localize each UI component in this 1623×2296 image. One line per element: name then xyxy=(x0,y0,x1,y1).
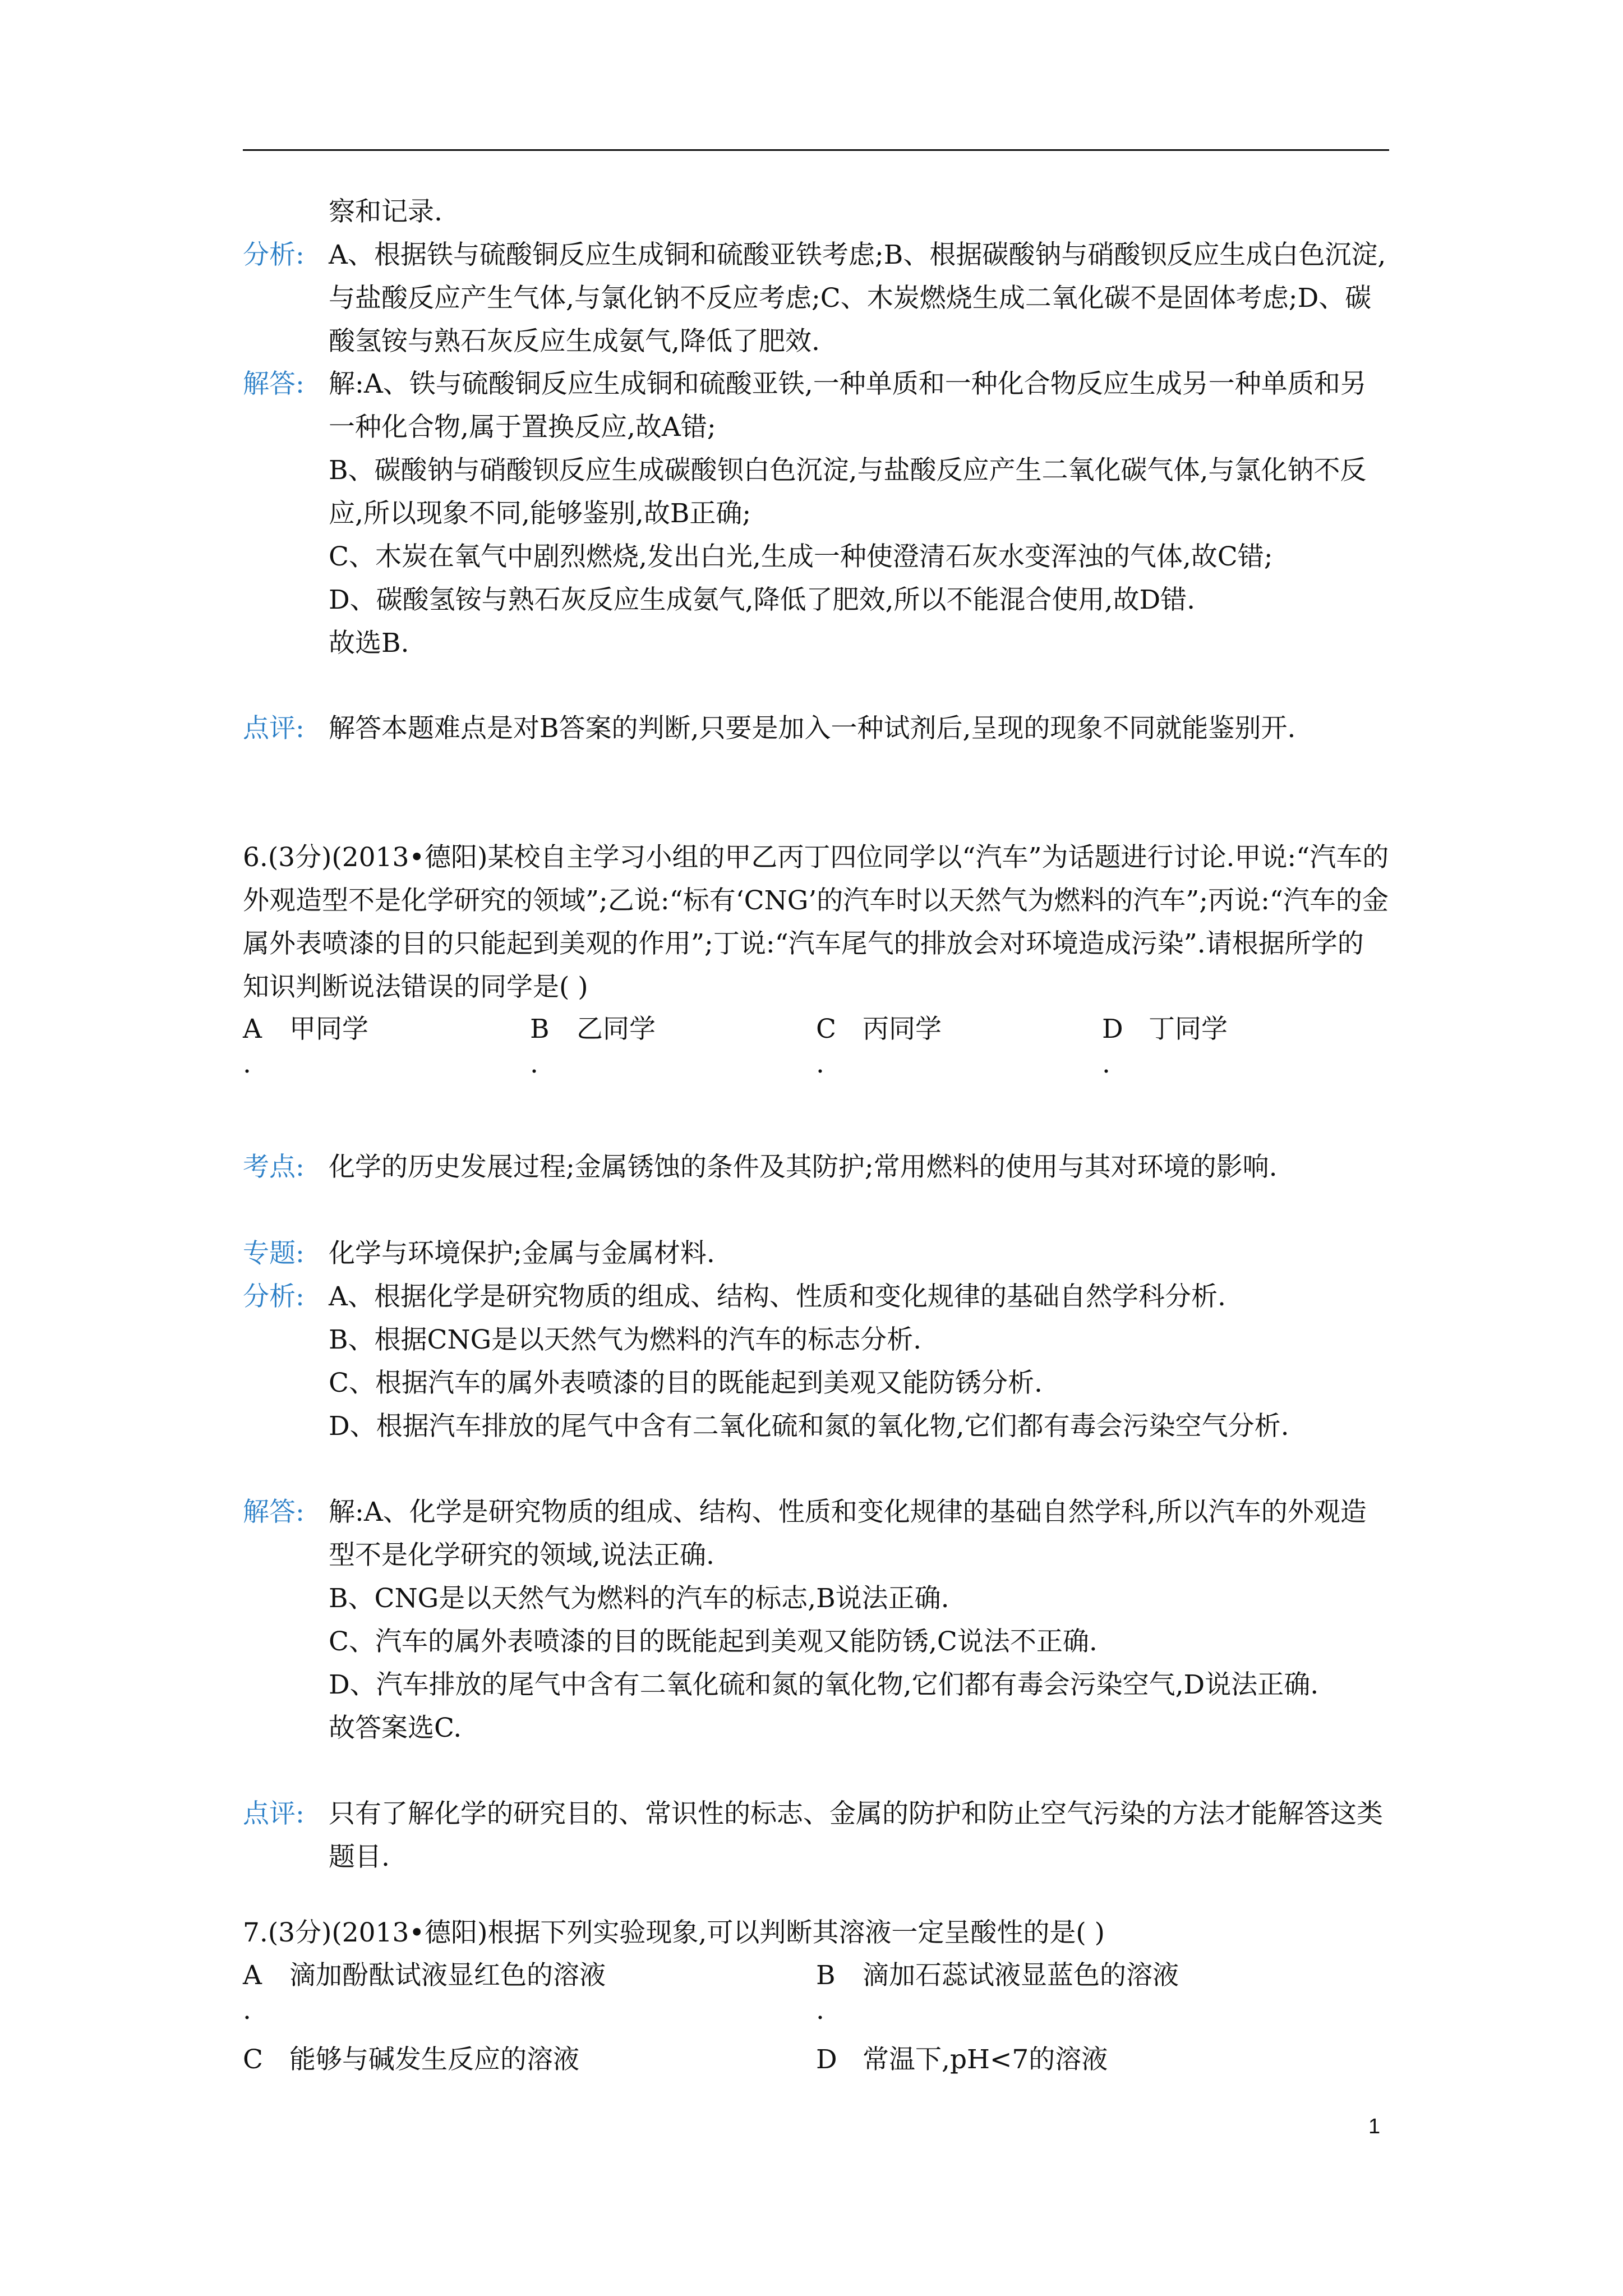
q6-point-text: 化学的历史发展过程;金属锈蚀的条件及其防护;常用燃料的使用与其对环境的影响. xyxy=(329,1152,1278,1182)
q6-stem xyxy=(243,836,1389,1009)
q5-answer-line-3: C、木炭在氧气中剧烈燃烧,发出白光,生成一种使澄清石灰水变浑浊的气体,故C错; xyxy=(329,541,1273,572)
q6-option-a: A 甲同学 xyxy=(243,1014,368,1045)
q7-option-c: C 能够与碱发生反应的溶液 xyxy=(243,2044,579,2075)
q6-answer-line-3: C、汽车的属外表喷漆的目的既能起到美观又能防锈,C说法不正确. xyxy=(329,1626,1098,1657)
q6-option-b-dot: . xyxy=(530,1048,538,1079)
q6-answer-line-1: 解:A、化学是研究物质的组成、结构、性质和变化规律的基础自然学科,所以汽车的外观造型不是化学研究的领域,说法正确. xyxy=(329,1497,1367,1571)
q5-answer-line-2: B、碳酸钠与硝酸钡反应生成碳酸钡白色沉淀,与盐酸反应产生二氧化碳气体,与氯化钠不反应,所以现象不同,能够鉴别,故B正确; xyxy=(329,455,1367,529)
q6-topic-text: 化学与环境保护;金属与金属材料. xyxy=(329,1238,715,1269)
q6-comment-label: 点评: xyxy=(243,1798,305,1829)
q6-comment xyxy=(243,1792,1389,1879)
q6-analysis-line-1: A、根据化学是研究物质的组成、结构、性质和变化规律的基础自然学科分析. xyxy=(329,1281,1226,1312)
q6-stem-text: 6.(3分)(2013•德阳)某校自主学习小组的甲乙丙丁四位同学以“汽车”为话题进行讨论.甲说:“汽车的外观造型不是化学研究的领域”;乙说:“标有‘CNG’的汽车时以天然气为燃料的汽车”;丙说:“汽车的金属外表喷漆的目的只能起到美观的作用”;丁说:“汽车尾气的排放会对环境造成污染”.请根据所学的知识判断说法错误的同学是( ) xyxy=(243,842,1389,1002)
q6-answer-line-5: 故答案选C. xyxy=(329,1713,462,1743)
q6-point-label: 考点: xyxy=(243,1152,305,1182)
q6-analysis xyxy=(243,1275,1389,1448)
q6-option-d: D 丁同学 xyxy=(1102,1014,1228,1045)
q6-option-b: B 乙同学 xyxy=(530,1014,656,1045)
q7-option-b-dot: . xyxy=(816,1995,824,2026)
q7-option-a-dot: . xyxy=(243,1995,251,2026)
q5-analysis xyxy=(243,233,1389,363)
q5-answer-line-4: D、碳酸氢铵与熟石灰反应生成氨气,降低了肥效,所以不能混合使用,故D错. xyxy=(329,585,1196,615)
q5-continuation-text: 察和记录. xyxy=(329,196,442,227)
q6-answer xyxy=(243,1490,1389,1750)
q5-answer xyxy=(243,362,1389,665)
page-number: 1 xyxy=(1368,2115,1381,2138)
q6-option-c: C 丙同学 xyxy=(816,1014,942,1045)
q7-stem-text: 7.(3分)(2013•德阳)根据下列实验现象,可以判断其溶液一定呈酸性的是( ) xyxy=(243,1917,1105,1948)
q5-answer-line-5: 故选B. xyxy=(329,628,409,659)
q6-answer-line-4: D、汽车排放的尾气中含有二氧化硫和氮的氧化物,它们都有毒会污染空气,D说法正确. xyxy=(329,1669,1319,1700)
q6-comment-text: 只有了解化学的研究目的、常识性的标志、金属的防护和防止空气污染的方法才能解答这类题目. xyxy=(329,1798,1383,1872)
q5-comment-text: 解答本题难点是对B答案的判断,只要是加入一种试剂后,呈现的现象不同就能鉴别开. xyxy=(329,713,1296,744)
q6-analysis-line-4: D、根据汽车排放的尾气中含有二氧化硫和氮的氧化物,它们都有毒会污染空气分析. xyxy=(329,1411,1289,1442)
q7-option-a: A 滴加酚酞试液显红色的溶液 xyxy=(243,1960,606,1991)
q6-analysis-line-3: C、根据汽车的属外表喷漆的目的既能起到美观又能防锈分析. xyxy=(329,1368,1043,1398)
q6-option-d-dot: . xyxy=(1102,1048,1110,1079)
q7-stem xyxy=(243,1911,1389,1954)
q5-analysis-label: 分析: xyxy=(243,240,305,270)
header-rule xyxy=(243,149,1389,151)
q5-answer-label: 解答: xyxy=(243,369,305,399)
q5-answer-line-1: 解:A、铁与硫酸铜反应生成铜和硫酸亚铁,一种单质和一种化合物反应生成另一种单质和另一种化合物,属于置换反应,故A错; xyxy=(329,369,1367,443)
q6-topic-label: 专题: xyxy=(243,1238,305,1269)
q7-option-d: D 常温下,pH<7的溶液 xyxy=(816,2044,1108,2075)
q5-analysis-text: A、根据铁与硫酸铜反应生成铜和硫酸亚铁考虑;B、根据碳酸钠与硝酸钡反应生成白色沉淀,与盐酸反应产生气体,与氯化钠不反应考虑;C、木炭燃烧生成二氧化碳不是固体考虑;D、碳酸氢铵与熟石灰反应生成氨气,降低了肥效. xyxy=(329,240,1386,357)
q5-continuation xyxy=(243,190,1389,233)
q6-answer-label: 解答: xyxy=(243,1497,305,1527)
q6-analysis-line-2: B、根据CNG是以天然气为燃料的汽车的标志分析. xyxy=(329,1324,922,1355)
q5-comment xyxy=(243,707,1389,750)
q6-point xyxy=(243,1145,1389,1189)
q6-analysis-label: 分析: xyxy=(243,1281,305,1312)
q6-topic xyxy=(243,1232,1389,1275)
q7-option-b: B 滴加石蕊试液显蓝色的溶液 xyxy=(816,1960,1179,1991)
q6-option-c-dot: . xyxy=(816,1048,824,1079)
q6-answer-line-2: B、CNG是以天然气为燃料的汽车的标志,B说法正确. xyxy=(329,1583,949,1614)
q5-comment-label: 点评: xyxy=(243,713,305,744)
q6-option-a-dot: . xyxy=(243,1048,251,1079)
